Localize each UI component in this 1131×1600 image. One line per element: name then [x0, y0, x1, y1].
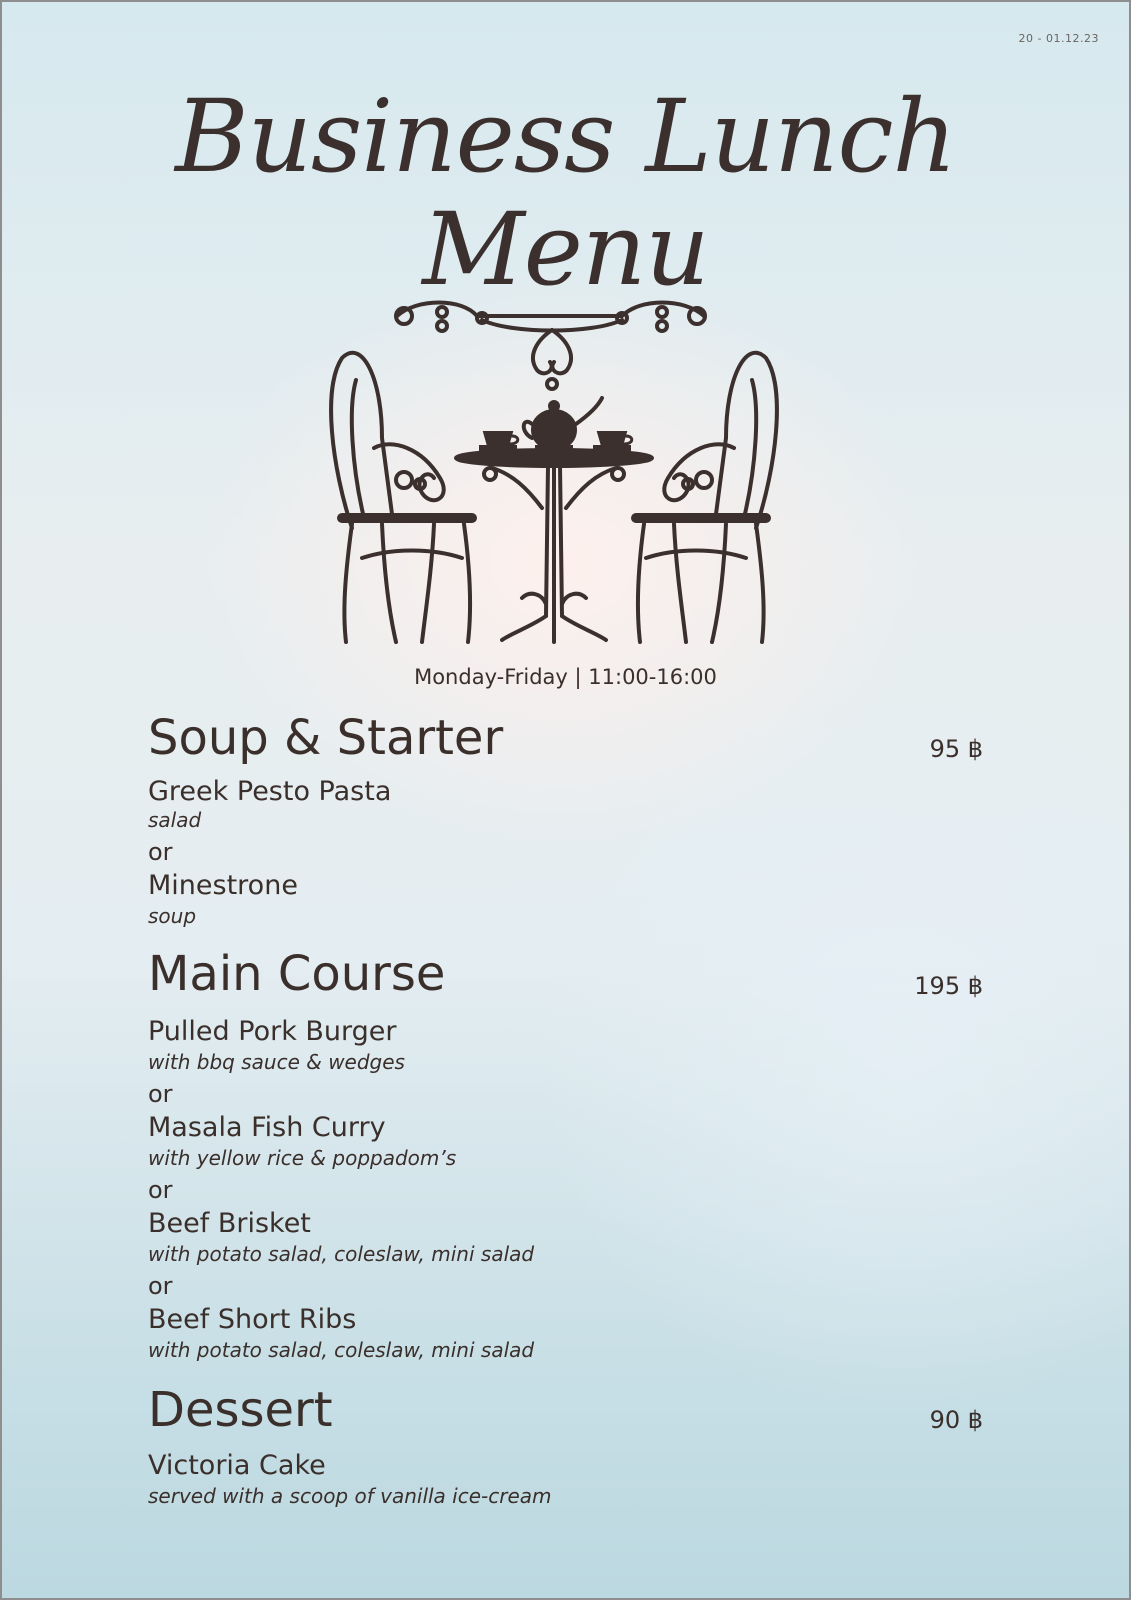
menu-item-desc: with bbq sauce & wedges: [148, 1050, 405, 1074]
price-soup-starter: 95 ฿: [929, 735, 983, 763]
menu-item-desc: served with a scoop of vanilla ice-cream: [148, 1484, 552, 1508]
or-separator: or: [148, 1080, 173, 1108]
section-title-soup-starter: Soup & Starter: [148, 710, 504, 766]
section-title-dessert: Dessert: [148, 1382, 333, 1438]
or-separator: or: [148, 1176, 173, 1204]
menu-title-line1: Business Lunch: [175, 78, 956, 195]
menu-item-desc: salad: [148, 808, 202, 832]
price-dessert: 90 ฿: [929, 1406, 983, 1434]
ornament-flourish-icon: [396, 303, 705, 390]
opening-hours: Monday-Friday | 11:00-16:00: [414, 665, 717, 689]
menu-item-desc: with potato salad, coleslaw, mini salad: [148, 1338, 535, 1362]
teapot-icon: [524, 398, 602, 452]
menu-item-name: Pulled Pork Burger: [148, 1016, 397, 1047]
version-code: 20 - 01.12.23: [1018, 32, 1099, 45]
price-main-course: 195 ฿: [914, 972, 983, 1000]
menu-item-name: Masala Fish Curry: [148, 1112, 386, 1143]
bistro-table-icon: [456, 450, 652, 642]
or-separator: or: [148, 838, 173, 866]
right-chair-icon: [636, 353, 777, 642]
menu-title-line2: Menu: [422, 191, 709, 308]
menu-item-name: Greek Pesto Pasta: [148, 776, 392, 807]
menu-item-desc: with potato salad, coleslaw, mini salad: [148, 1242, 535, 1266]
or-separator: or: [148, 1272, 173, 1300]
menu-item-name: Victoria Cake: [148, 1450, 326, 1481]
left-chair-icon: [331, 353, 472, 642]
menu-item-name: Beef Short Ribs: [148, 1304, 357, 1335]
bistro-table-and-chairs-icon: [322, 298, 812, 650]
section-title-main-course: Main Course: [148, 946, 446, 1002]
menu-item-desc: soup: [148, 904, 197, 928]
menu-item-desc: with yellow rice & poppadom’s: [148, 1146, 457, 1170]
menu-item-name: Beef Brisket: [148, 1208, 311, 1239]
menu-item-name: Minestrone: [148, 870, 298, 901]
